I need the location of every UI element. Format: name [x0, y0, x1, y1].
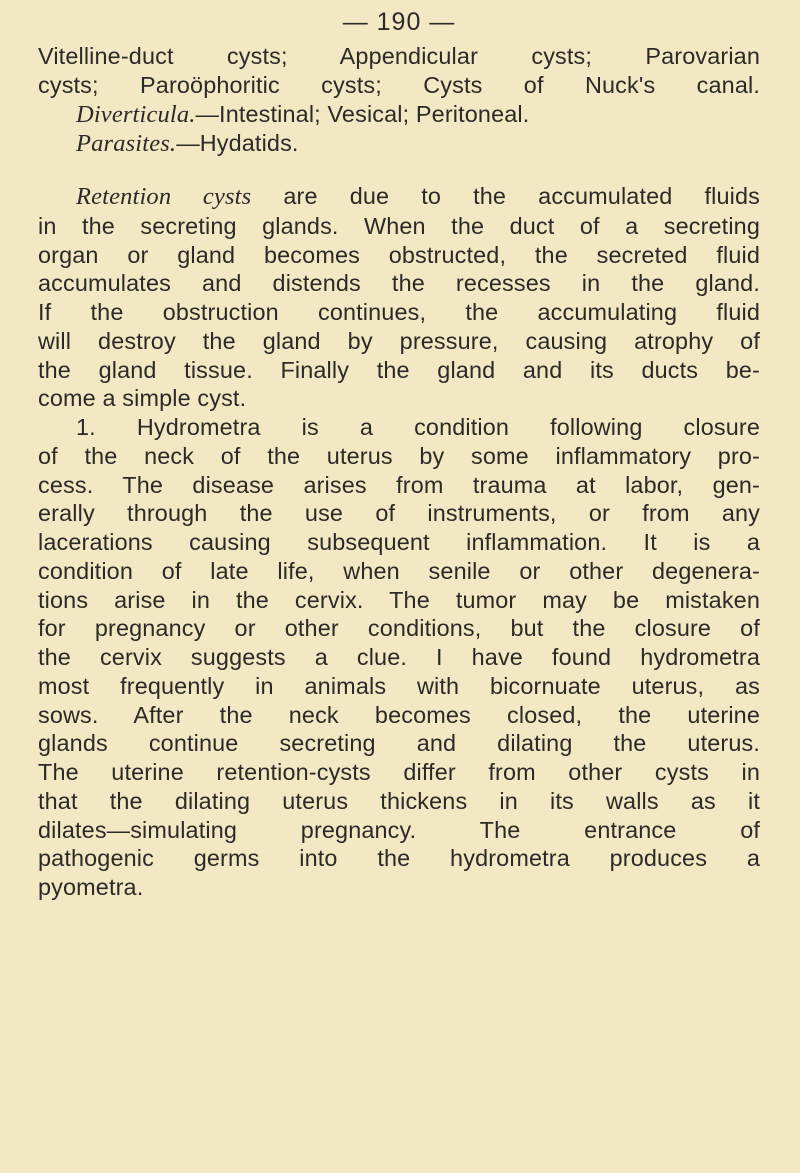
- parasites-heading: Parasites.: [76, 130, 177, 158]
- text-line: lacerations causing subsequent inflammation. It is a: [38, 529, 760, 555]
- list-line: cysts; Paroöphoritic cysts; Cysts of Nuck's canal.: [38, 71, 760, 98]
- hydrometra-paragraph: [38, 413, 760, 902]
- text-line: If the obstruction continues, the accumulating fluid: [38, 299, 760, 325]
- page-number: — 190 —: [342, 8, 456, 36]
- text-line: condition of late life, when senile or other degenera-: [38, 557, 760, 584]
- list-block: [38, 42, 760, 159]
- retention-paragraph: [38, 182, 760, 413]
- text-line: The uterine retention-cysts differ from other cysts in: [38, 759, 760, 785]
- text-line: pyometra.: [38, 874, 144, 900]
- text-line: accumulates and distends the recesses in the gland.: [38, 270, 760, 297]
- diverticula-heading: Diverticula.: [76, 100, 196, 128]
- parasites-line: [38, 129, 760, 159]
- text-line: sows. After the neck becomes closed, the uterine: [38, 701, 760, 728]
- diverticula-text: —Intestinal; Vesical; Peritoneal.: [195, 100, 530, 127]
- text-line: of the neck of the uterus by some inflammatory pro-: [38, 442, 760, 469]
- parasites-text: —Hydatids.: [176, 130, 299, 157]
- retention-heading: Retention cysts: [76, 183, 252, 210]
- text-line: most frequently in animals with bicornuate uterus, as: [38, 672, 760, 699]
- text-line: for pregnancy or other conditions, but the closure of: [38, 615, 760, 642]
- text-line: that the dilating uterus thickens in its walls as it: [38, 787, 760, 814]
- retention-first-line-text: are due to the accumulated fluids: [283, 183, 761, 209]
- text-line: dilates—simulating pregnancy. The entrance of: [38, 816, 760, 843]
- retention-first-line: [38, 182, 760, 212]
- list-line: Vitelline-duct cysts; Appendicular cysts; Parovarian: [38, 43, 760, 69]
- text-line: cess. The disease arises from trauma at labor, gen-: [38, 471, 760, 498]
- text-line: organ or gland becomes obstructed, the secreted fluid: [38, 241, 760, 268]
- text-line: tions arise in the cervix. The tumor may be mistaken: [38, 586, 760, 613]
- text-line: the cervix suggests a clue. I have found hydrometra: [38, 644, 760, 670]
- diverticula-line: [38, 100, 760, 130]
- page-body: [38, 42, 760, 902]
- paragraph-gap: [38, 159, 760, 182]
- text-line: the gland tissue. Finally the gland and its ducts be-: [38, 356, 760, 383]
- text-line: erally through the use of instruments, or from any: [38, 500, 760, 527]
- book-page: [38, 0, 760, 902]
- text-line: come a simple cyst.: [38, 385, 247, 412]
- text-line: 1. Hydrometra is a condition following closure: [76, 414, 760, 440]
- text-line: in the secreting glands. When the duct of a secreting: [38, 212, 760, 239]
- text-line: glands continue secreting and dilating the uterus.: [38, 730, 760, 757]
- text-line: will destroy the gland by pressure, causing atrophy of: [38, 327, 760, 354]
- text-line: pathogenic germs into the hydrometra produces a: [38, 845, 760, 872]
